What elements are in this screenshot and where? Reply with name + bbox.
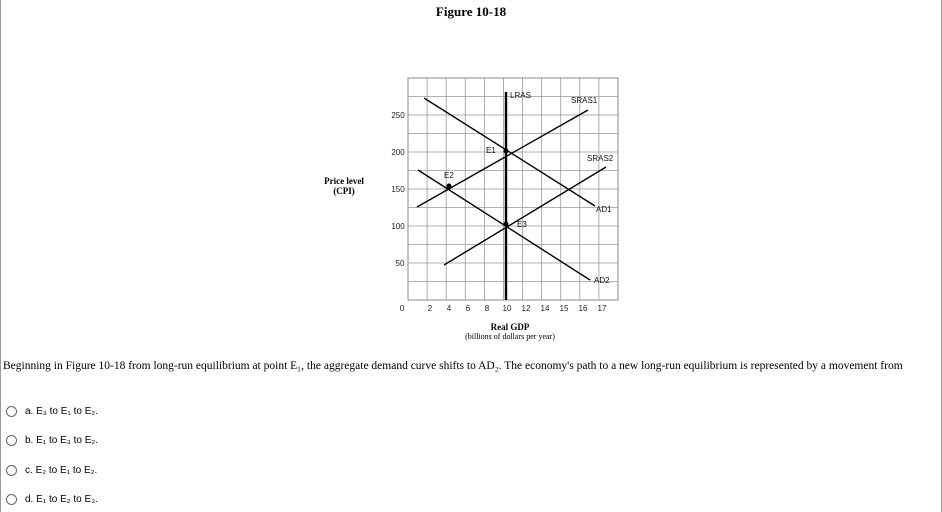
option-letter: d. — [25, 493, 34, 505]
y-tick-label: 50 — [395, 259, 405, 268]
e3-label: E3 — [517, 220, 527, 229]
y-tick-label: 100 — [391, 222, 405, 231]
sras2-label: SRAS2 — [587, 154, 614, 163]
question-text: Beginning in Figure 10-18 from long-run equilibrium at point E₁, the aggregate demand curve shifts to AD₂. The economy's path to a new long-run equilibrium is represented by a movement from — [3, 360, 903, 372]
answer-option-d[interactable] — [6, 491, 98, 507]
sras1-line — [417, 110, 588, 207]
option-letter: a. — [25, 405, 34, 417]
x-tick-label: 16 — [578, 304, 588, 313]
x-tick-label: 12 — [521, 304, 531, 313]
option-text: E₃ to E₁ to E₂. — [36, 405, 99, 417]
radio-button-c[interactable] — [6, 465, 17, 476]
x-tick-label: 15 — [559, 304, 569, 313]
radio-button-b[interactable] — [6, 435, 17, 446]
y-axis-label-line2: (CPI) — [333, 186, 355, 196]
sras2-line — [444, 167, 606, 265]
ad1-label: AD1 — [596, 205, 612, 214]
x-tick-label: 17 — [597, 304, 607, 313]
x-tick-label: 8 — [484, 304, 490, 313]
x-axis-label-line1: Real GDP — [490, 322, 530, 332]
option-letter: c. — [25, 464, 33, 476]
answer-option-c[interactable] — [6, 462, 97, 478]
sras1-label: SRAS1 — [571, 96, 598, 105]
option-text: E₁ to E₂ to E₃. — [36, 493, 99, 505]
y-tick-label: 150 — [391, 185, 405, 194]
x-tick-label: 6 — [465, 304, 471, 313]
ad2-label: AD2 — [594, 276, 610, 285]
option-text: E₂ to E₁ to E₂. — [35, 464, 98, 476]
x-tick-label: 2 — [427, 304, 433, 313]
e2-label: E2 — [444, 171, 454, 180]
option-text: E₁ to E₃ to E₂. — [36, 434, 99, 446]
answer-option-b[interactable] — [6, 432, 98, 448]
lras-label: LRAS — [510, 91, 531, 100]
x-tick-labels — [428, 304, 607, 313]
y-tick-label: 250 — [391, 111, 405, 120]
e2-point — [447, 184, 452, 189]
x-tick-label: 10 — [502, 304, 512, 313]
radio-button-a[interactable] — [6, 406, 17, 417]
e1-label: E1 — [486, 146, 496, 155]
radio-button-d[interactable] — [6, 494, 17, 505]
e1-point — [504, 149, 509, 154]
y-axis-label-line1: Price level — [324, 176, 364, 186]
y-tick-label: 200 — [391, 148, 405, 157]
figure-title: Figure 10-18 — [435, 4, 507, 19]
y-tick-labels — [391, 111, 405, 313]
x-tick-label: 14 — [540, 304, 550, 313]
option-letter: b. — [25, 434, 34, 446]
e3-point — [504, 222, 509, 227]
x-tick-label: 4 — [446, 304, 452, 313]
origin-label: 0 — [399, 304, 405, 313]
answer-option-a[interactable] — [6, 403, 98, 419]
x-axis-label-line2: (billions of dollars per year) — [465, 332, 555, 341]
curve-labels — [444, 91, 614, 285]
